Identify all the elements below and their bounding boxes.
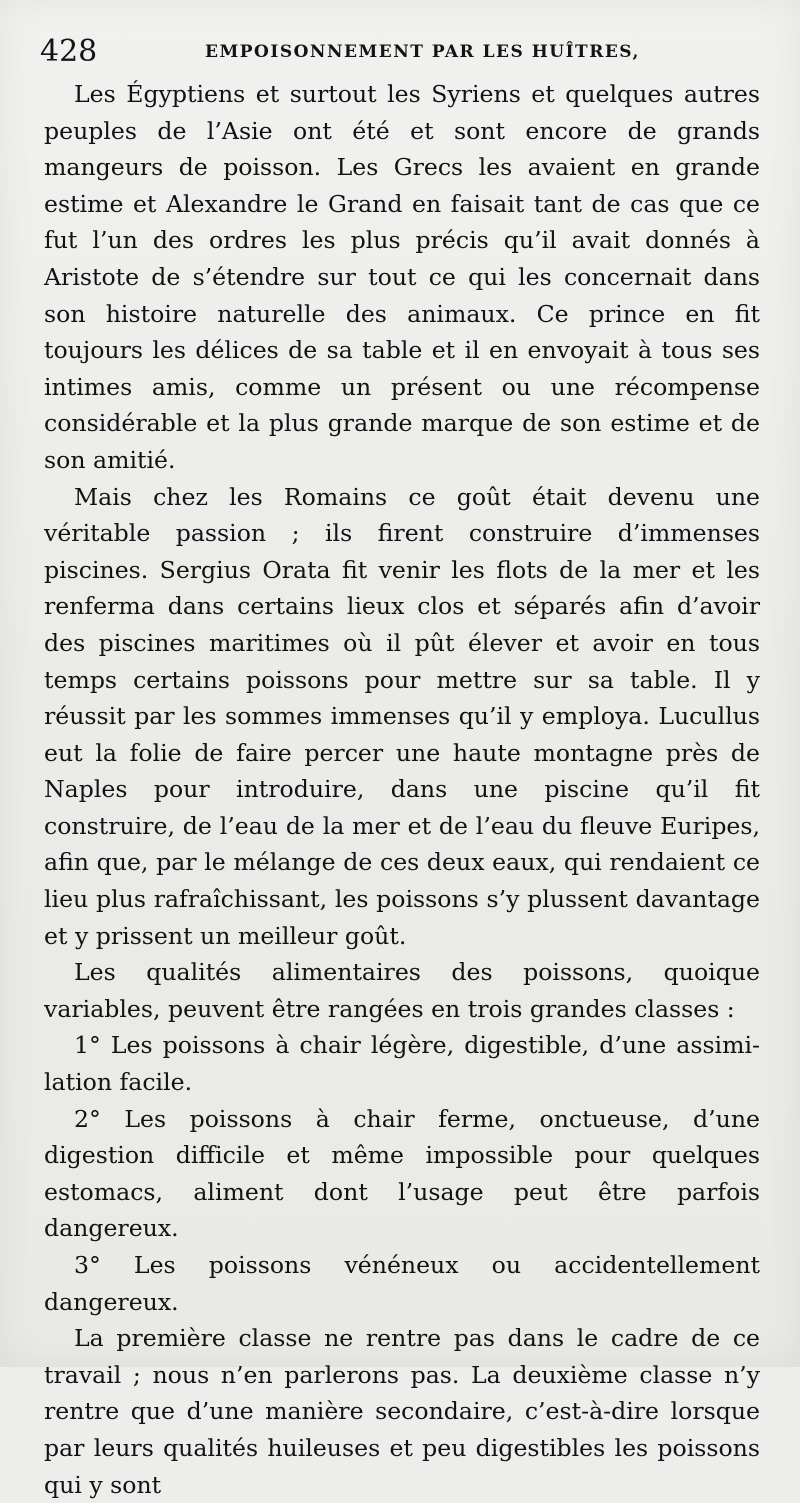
paragraph-qualities: Les qualités alimentaires des poissons, quoique variables, peuvent être rangées en trois grandes classes : <box>44 958 760 1023</box>
list-item-class-2: 2° Les poissons à chair ferme, onctueuse, d’une digestion difficile et même impossible pour quelques estomacs, aliment dont l’usage peut être parfois dangereux. <box>44 1104 760 1243</box>
list-item-class-3: 3° Les poissons vénéneux ou accidentellement dangereux. <box>44 1251 760 1316</box>
page-number: 428 <box>40 34 98 69</box>
paragraph-romans: Mais chez les Romains ce goût était devenu une véritable passion ; ils firent construire d’immenses piscines. Sergius Orata fit venir les flots de la mer et les renferma dans certains lieux clos et séparés afin d’avoir des piscines maritimes où il pût élever et avoir en tous temps certains poissons pour mettre sur sa table. Il y réussit par les sommes immenses qu’il y employa. Lucullus eut la folie de faire percer une haute montagne près de Naples pour introduire, dans une piscine qu’il fit construire, de l’eau de la mer et de l’eau du fleuve Euripes, afin que, par le mélange de ces deux eaux, qui rendaient ce lieu plus rafraîchissant, les poissons s’y plussent davantage et y prissent un meilleur goût. <box>44 482 760 950</box>
list-item-class-1: 1° Les poissons à chair légère, digestible, d’une assimilation facile. <box>44 1031 760 1097</box>
paragraph-egyptians: Les Égyptiens et surtout les Syriens et quelques autres peuples de l’Asie ont été et sont encore de grands mangeurs de poisson. Les Grecs les avaient en grande estime et Alexandre le Grand en faisait tant de cas que ce fut l’un des ordres les plus précis qu’il avait donnés à Aristote de s’étendre sur tout ce qui les concernait dans son histoire naturelle des animaux. Ce prince en fit toujours les délices de sa table et il en envoyait à tous ses intimes amis, comme un présent ou une récompense considérable et la plus grande marque de son estime et de son amitié. <box>44 80 760 474</box>
paragraph-first-class: La première classe ne rentre pas dans le cadre de ce travail ; nous n’en parlerons pas. La deuxième classe n’y rentre que d’une manière secondaire, c’est-à-dire lorsque par leurs qualités huileuses et peu digestibles les poissons qui y sont <box>44 1324 760 1499</box>
page-header <box>40 30 760 70</box>
body-text <box>44 76 760 1503</box>
running-title: EMPOISONNEMENT PAR LES HUÎTRES, <box>205 42 640 62</box>
